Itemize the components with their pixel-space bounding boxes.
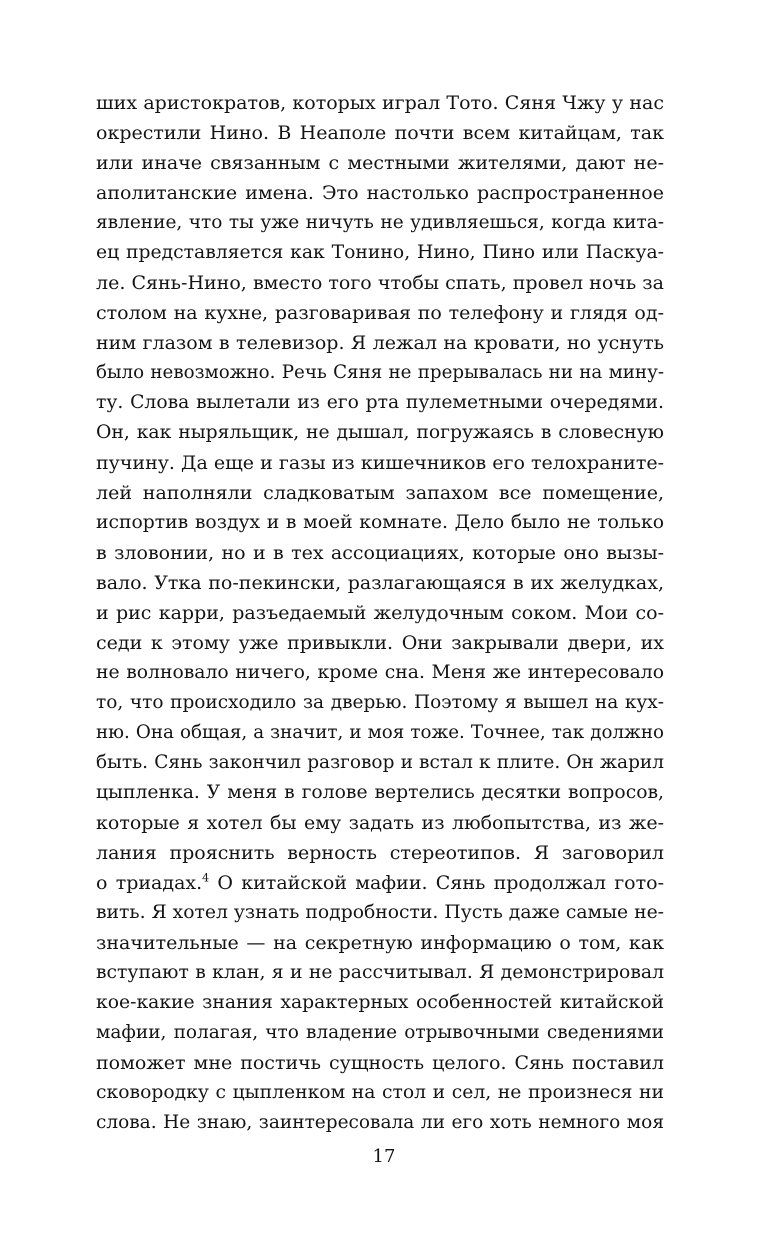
text-line: ню. Она общая, а значит, и моя тоже. Точнее, так должно xyxy=(96,722,664,743)
footnote-marker[interactable]: 4 xyxy=(202,871,210,885)
text-line: слова. Не знаю, заинтересовала ли его хоть немного моя xyxy=(96,1112,664,1133)
text-line: не волновало ничего, кроме сна. Меня же интересовало xyxy=(96,662,664,683)
text-line: поможет мне постичь сущность целого. Сянь поставил xyxy=(96,1052,664,1074)
text-line: ним глазом в телевизор. Я лежал на кровати, но уснуть xyxy=(96,332,664,354)
text-line: значительные — на секретную информацию о том, как xyxy=(96,932,664,954)
body-text xyxy=(96,88,664,1138)
text-line: окрестили Нино. В Неаполе почти всем китайцам, так xyxy=(96,122,664,144)
text-line: явление, что ты уже ничуть не удивляешься, когда кита- xyxy=(96,212,664,233)
text-line: которые я хотел бы ему задать из любопытства, из же- xyxy=(96,812,664,834)
text-line: аполитанские имена. Это настолько распространенное xyxy=(96,182,664,204)
text-line: мафии, полагая, что владение отрывочными сведениями xyxy=(96,1022,664,1043)
text-line: быть. Сянь закончил разговор и встал к плите. Он жарил xyxy=(96,752,664,773)
text-line: ших аристократов, которых играл Тото. Сяня Чжу у нас xyxy=(96,92,664,114)
text-line: столом на кухне, разговаривая по телефону и глядя од- xyxy=(96,302,664,324)
text-line: вступают в клан, я и не рассчитывал. Я демонстрировал xyxy=(96,962,664,983)
text-line: было невозможно. Речь Сяня не прерывалась ни на мину- xyxy=(96,362,664,383)
text-line: пучину. Да еще и газы из кишечников его телохраните- xyxy=(96,452,664,474)
text-line: вить. Я хотел узнать подробности. Пусть даже самые не- xyxy=(96,902,664,923)
text-line: и рис карри, разъедаемый желудочным соком. Мои со- xyxy=(96,602,664,624)
text-line: Он, как ныряльщик, не дышал, погружаясь в словесную xyxy=(96,422,664,443)
text-line: ту. Слова вылетали из его рта пулеметными очередями. xyxy=(96,392,664,413)
text-line: в зловонии, но и в тех ассоциациях, которые оно вызы- xyxy=(96,542,664,564)
text-line: лей наполняли сладковатым запахом все помещение, xyxy=(96,482,664,504)
text-line: испортив воздух и в моей комнате. Дело было не только xyxy=(96,512,664,533)
text-line: лания прояснить верность стереотипов. Я заговорил xyxy=(96,842,664,864)
text-segment: о триадах. xyxy=(96,872,203,894)
text-line: кое-какие знания характерных особенностей китайской xyxy=(96,992,664,1013)
text-line: то, что происходило за дверью. Поэтому я вышел на кух- xyxy=(96,692,664,713)
text-line: вало. Утка по-пекински, разлагающаяся в их желудках, xyxy=(96,572,664,594)
text-line: сковородку с цыпленком на стол и сел, не произнеся ни xyxy=(96,1082,664,1103)
text-line: или иначе связанным с местными жителями, дают не- xyxy=(96,152,664,174)
text-line: цыпленка. У меня в голове вертелись десятки вопросов, xyxy=(96,782,664,803)
text-line: ле. Сянь-Нино, вместо того чтобы спать, провел ночь за xyxy=(96,272,664,294)
text-line: седи к этому уже привыкли. Они закрывали двери, их xyxy=(96,632,664,654)
text-line: ец представляется как Тонино, Нино, Пино или Паскуа- xyxy=(96,242,664,263)
text-line-with-footnote xyxy=(96,868,664,898)
page-number: 17 xyxy=(372,1146,396,1167)
text-segment: О китайской мафии. Сянь продолжал гото- xyxy=(209,872,664,894)
